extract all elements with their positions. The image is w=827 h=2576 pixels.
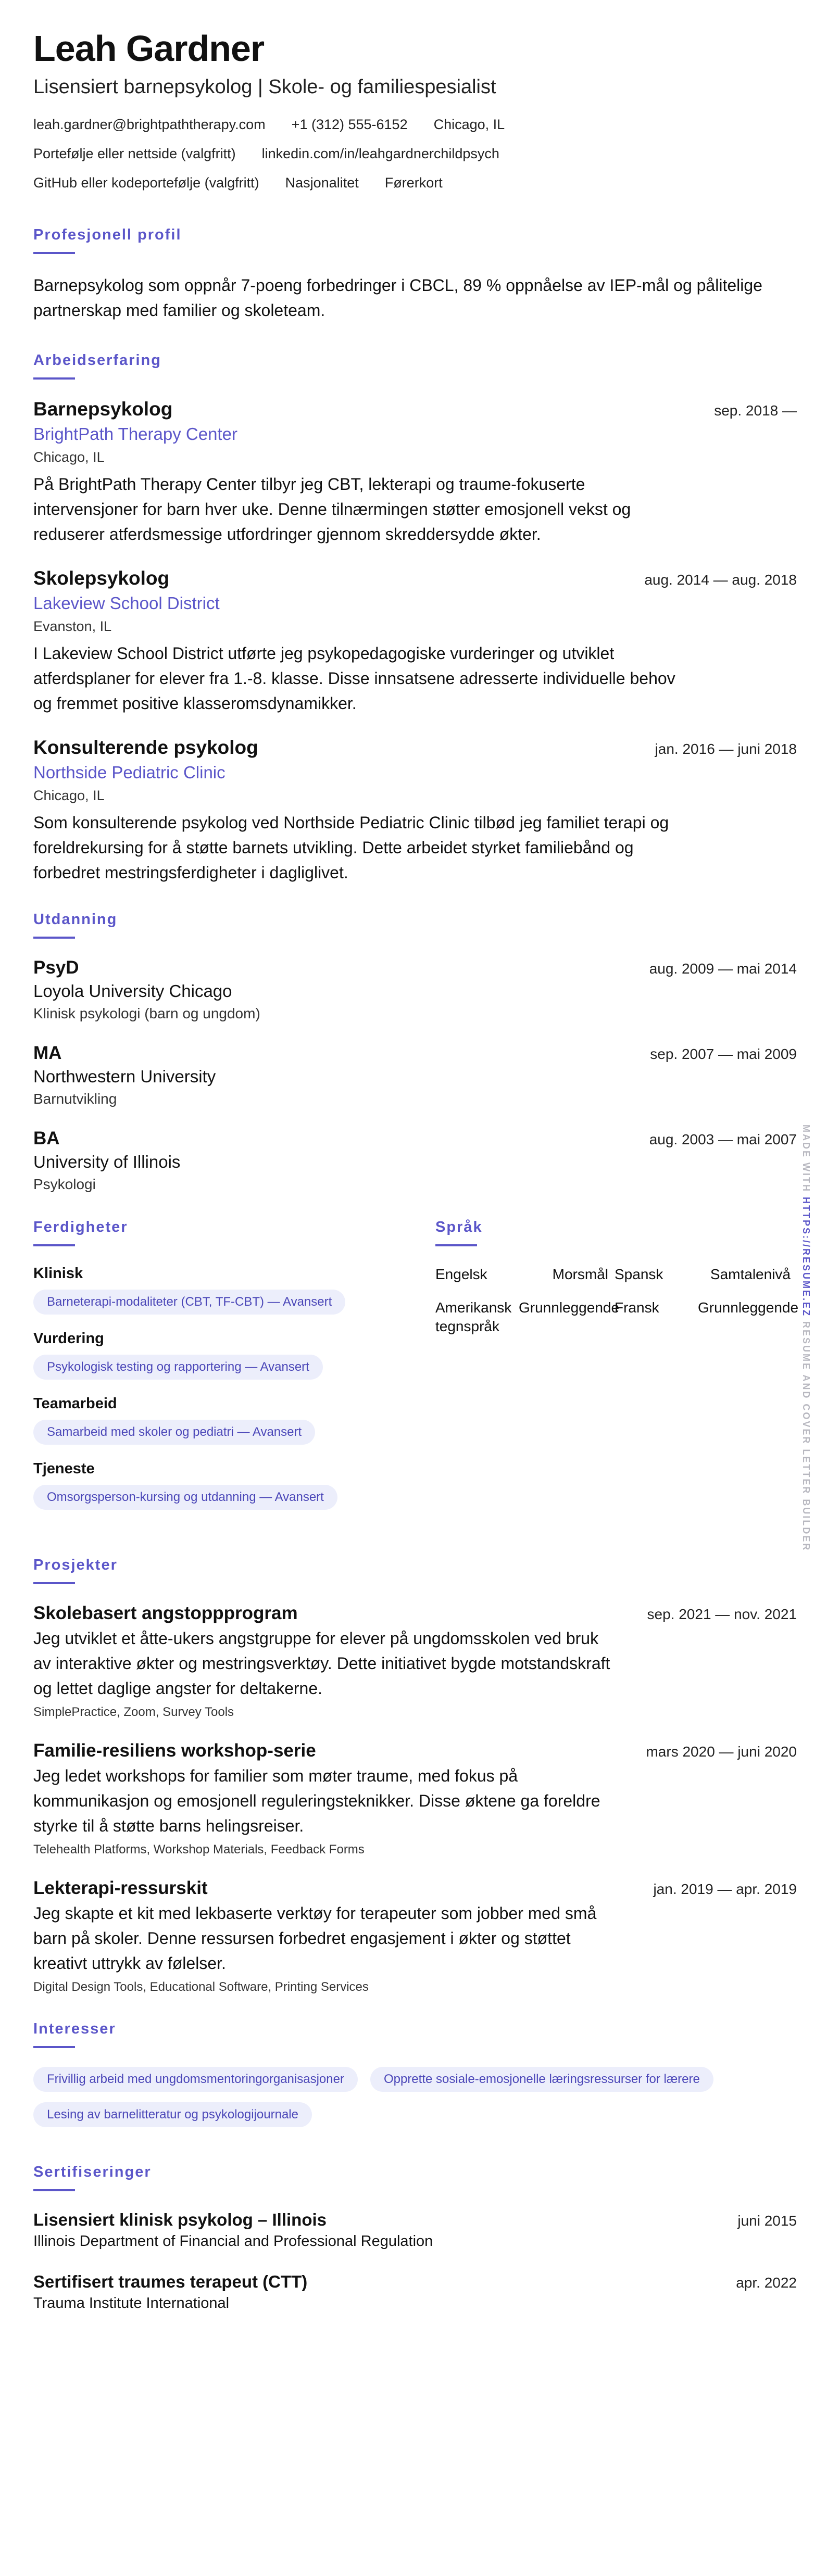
section-title: Sertifiseringer xyxy=(33,2164,152,2180)
language-level: Grunnleggende xyxy=(698,1299,799,1316)
section-divider xyxy=(33,2046,75,2048)
project-description: Jeg skapte et kit med lekbaserte verktøy for terapeuter som jobber med små barn på skoler. Denne ressursen forbedret engasjement i økter og støttet kreativt uttrykk av følelser. xyxy=(33,1904,597,1973)
job-description: På BrightPath Therapy Center tilbyr jeg CBT, lekterapi og traume-fokuserte intervensjoner for barn hver uke. Denne tilnærmingen støtter emosjonell vekst og reduserer atferdsmessige utfordringer gjennom skreddersydde økter. xyxy=(33,475,631,544)
project-tools: Digital Design Tools, Educational Software, Printing Services xyxy=(33,1980,369,1994)
skill-chip: Samarbeid med skoler og pediatri — Avansert xyxy=(33,1420,315,1445)
education-entry xyxy=(33,957,797,1022)
language-level: Grunnleggende xyxy=(519,1299,620,1316)
education-section xyxy=(33,911,797,1193)
portfolio-link[interactable]: Portefølje eller nettside (valgfritt) xyxy=(33,145,236,161)
education-date: sep. 2007 — mai 2009 xyxy=(650,1046,797,1062)
section-title: Profesjonell profil xyxy=(33,226,182,243)
degree: PsyD xyxy=(33,957,79,978)
location: Chicago, IL xyxy=(433,116,505,132)
skill-category: Vurdering xyxy=(33,1330,104,1347)
certification-entry xyxy=(33,2210,797,2250)
candidate-name: Leah Gardner xyxy=(33,28,265,69)
interests-section xyxy=(33,2021,797,2127)
projects-section xyxy=(33,1557,797,1994)
headline: Lisensiert barnepsykolog | Skole- og familiespesialist xyxy=(33,76,496,98)
project-description: Jeg utviklet et åtte-ukers angstgruppe for elever på ungdomsskolen ved bruk av interaktive økter og mestringsverktøy. Dette initiativet bygde motstandskraft og lettet daglige angster for deltakerne. xyxy=(33,1629,610,1698)
language-level: Morsmål xyxy=(552,1266,608,1282)
job-description: I Lakeview School District utførte jeg psykopedagogiske vurderinger og utviklet atferdsplaner for elever fra 1.-8. klasse. Disse innsatsene adresserte individuelle behov og fremmet positive klasseromsdynamikker. xyxy=(33,644,675,713)
builder-watermark xyxy=(800,1125,811,1551)
project-tools: SimplePractice, Zoom, Survey Tools xyxy=(33,1705,234,1719)
project-date: sep. 2021 — nov. 2021 xyxy=(647,1606,797,1622)
skill-group xyxy=(33,1395,435,1445)
interest-chip: Frivillig arbeid med ungdomsmentoringorganisasjoner xyxy=(33,2067,358,2092)
education-entry xyxy=(33,1043,797,1107)
language-name: Amerikansk tegnspråk xyxy=(435,1299,512,1334)
section-title: Prosjekter xyxy=(33,1557,118,1573)
profile-section xyxy=(33,226,797,323)
project-date: mars 2020 — juni 2020 xyxy=(646,1744,797,1760)
interest-chip: Lesing av barnelitteratur og psykologijournale xyxy=(33,2102,312,2127)
skill-group xyxy=(33,1460,435,1510)
profile-text: Barnepsykolog som oppnår 7-poeng forbedringer i CBCL, 89 % oppnåelse av IEP-mål og pålitelige partnerskap med familier og skoleteam. xyxy=(33,276,762,320)
section-title: Interesser xyxy=(33,2021,116,2037)
section-divider xyxy=(33,377,75,380)
phone-link[interactable]: +1 (312) 555-6152 xyxy=(291,116,408,132)
section-title: Språk xyxy=(435,1219,483,1235)
school: University of Illinois xyxy=(33,1152,181,1171)
education-entry xyxy=(33,1128,797,1193)
project-title: Skolebasert angstoppprogram xyxy=(33,1603,298,1623)
job-role: Barnepsykolog xyxy=(33,398,173,420)
job-date: aug. 2014 — aug. 2018 xyxy=(644,572,797,588)
language-name: Engelsk xyxy=(435,1266,487,1282)
project-entry xyxy=(33,1878,797,1994)
job-date: sep. 2018 — xyxy=(714,402,797,419)
job-location: Evanston, IL xyxy=(33,618,112,634)
job-company: Lakeview School District xyxy=(33,594,220,613)
project-entry xyxy=(33,1740,797,1857)
contact-row xyxy=(33,168,797,197)
skill-chip: Omsorgsperson-kursing og utdanning — Avansert xyxy=(33,1485,337,1510)
interest-chip: Opprette sosiale-emosjonelle læringsressurser for lærere xyxy=(370,2067,713,2092)
skill-category: Tjeneste xyxy=(33,1460,95,1477)
skills-section xyxy=(33,1219,435,1525)
certification-date: apr. 2022 xyxy=(736,2275,797,2291)
section-title: Arbeidserfaring xyxy=(33,352,161,369)
project-tools: Telehealth Platforms, Workshop Materials, Feedback Forms xyxy=(33,1842,365,1857)
field-of-study: Psykologi xyxy=(33,1176,96,1192)
skill-chip: Psykologisk testing og rapportering — Avansert xyxy=(33,1355,323,1380)
job-entry xyxy=(33,398,797,547)
skills-languages-row xyxy=(33,1219,797,1525)
certification-title: Sertifisert traumes terapeut (CTT) xyxy=(33,2272,308,2291)
interest-chips xyxy=(33,2067,797,2127)
certification-entry xyxy=(33,2272,797,2312)
language-name: Spansk xyxy=(615,1266,663,1282)
job-entry xyxy=(33,737,797,885)
certification-date: juni 2015 xyxy=(737,2213,797,2229)
email-link[interactable]: leah.gardner@brightpaththerapy.com xyxy=(33,116,266,132)
job-entry xyxy=(33,567,797,716)
job-description: Som konsulterende psykolog ved Northside Pediatric Clinic tilbød jeg familiet terapi og foreldrekursing for å støtte barnets utvikling. Dette arbeidet styrket familiebånd og forbedret mestringsferdigheter i dagliglivet. xyxy=(33,813,669,882)
languages-grid xyxy=(435,1265,797,1336)
certification-issuer: Trauma Institute International xyxy=(33,2295,230,2312)
language-name: Fransk xyxy=(615,1299,659,1316)
education-date: aug. 2009 — mai 2014 xyxy=(649,961,797,977)
project-description: Jeg ledet workshops for familier som møter traume, med fokus på kommunikasjon og emosjonell reguleringsteknikker. Disse øktene ga foreldre styrke til å støtte barns helingsreiser. xyxy=(33,1766,600,1835)
job-location: Chicago, IL xyxy=(33,449,105,465)
language-level: Samtalenivå xyxy=(710,1266,791,1282)
certification-title: Lisensiert klinisk psykolog – Illinois xyxy=(33,2210,327,2229)
skill-group xyxy=(33,1330,435,1380)
project-title: Lekterapi-ressurskit xyxy=(33,1878,208,1898)
job-location: Chicago, IL xyxy=(33,788,105,803)
drivers-license: Førerkort xyxy=(384,174,443,191)
nationality: Nasjonalitet xyxy=(285,174,359,191)
skill-chip: Barneterapi-modaliteter (CBT, TF-CBT) — Avansert xyxy=(33,1290,345,1315)
field-of-study: Barnutvikling xyxy=(33,1091,117,1107)
project-entry xyxy=(33,1603,797,1720)
job-role: Skolepsykolog xyxy=(33,567,170,589)
degree: BA xyxy=(33,1128,60,1148)
contact-info xyxy=(33,110,797,197)
job-role: Konsulterende psykolog xyxy=(33,737,258,758)
certifications-section xyxy=(33,2164,797,2312)
section-divider xyxy=(33,252,75,254)
section-divider xyxy=(33,937,75,939)
skill-category: Klinisk xyxy=(33,1265,83,1282)
contact-row xyxy=(33,110,797,139)
field-of-study: Klinisk psykologi (barn og ungdom) xyxy=(33,1005,260,1021)
section-divider xyxy=(33,1582,75,1584)
job-company: BrightPath Therapy Center xyxy=(33,424,237,444)
section-divider xyxy=(435,1244,477,1246)
section-title: Ferdigheter xyxy=(33,1219,128,1235)
section-divider xyxy=(33,2189,75,2191)
project-title: Familie-resiliens workshop-serie xyxy=(33,1740,316,1761)
project-date: jan. 2019 — apr. 2019 xyxy=(653,1881,797,1897)
section-title: Utdanning xyxy=(33,911,118,928)
certification-issuer: Illinois Department of Financial and Professional Regulation xyxy=(33,2233,433,2250)
experience-section xyxy=(33,352,797,885)
contact-row xyxy=(33,139,797,168)
linkedin-link[interactable]: linkedin.com/in/leahgardnerchildpsych xyxy=(261,145,499,161)
watermark-link[interactable]: HTTPS://RESUME.EZ xyxy=(801,1197,811,1318)
watermark-prefix: MADE WITH xyxy=(801,1125,811,1193)
degree: MA xyxy=(33,1043,62,1063)
github-link[interactable]: GitHub eller kodeportefølje (valgfritt) xyxy=(33,174,259,191)
job-company: Northside Pediatric Clinic xyxy=(33,763,225,782)
skill-group xyxy=(33,1265,435,1315)
job-date: jan. 2016 — juni 2018 xyxy=(655,741,797,757)
watermark-suffix: RESUME AND COVER LETTER BUILDER xyxy=(801,1321,811,1552)
section-divider xyxy=(33,1244,75,1246)
resume-page xyxy=(33,30,797,2334)
school: Loyola University Chicago xyxy=(33,981,232,1001)
school: Northwestern University xyxy=(33,1067,216,1086)
languages-section xyxy=(435,1219,797,1525)
skill-category: Teamarbeid xyxy=(33,1395,117,1412)
education-date: aug. 2003 — mai 2007 xyxy=(649,1131,797,1147)
